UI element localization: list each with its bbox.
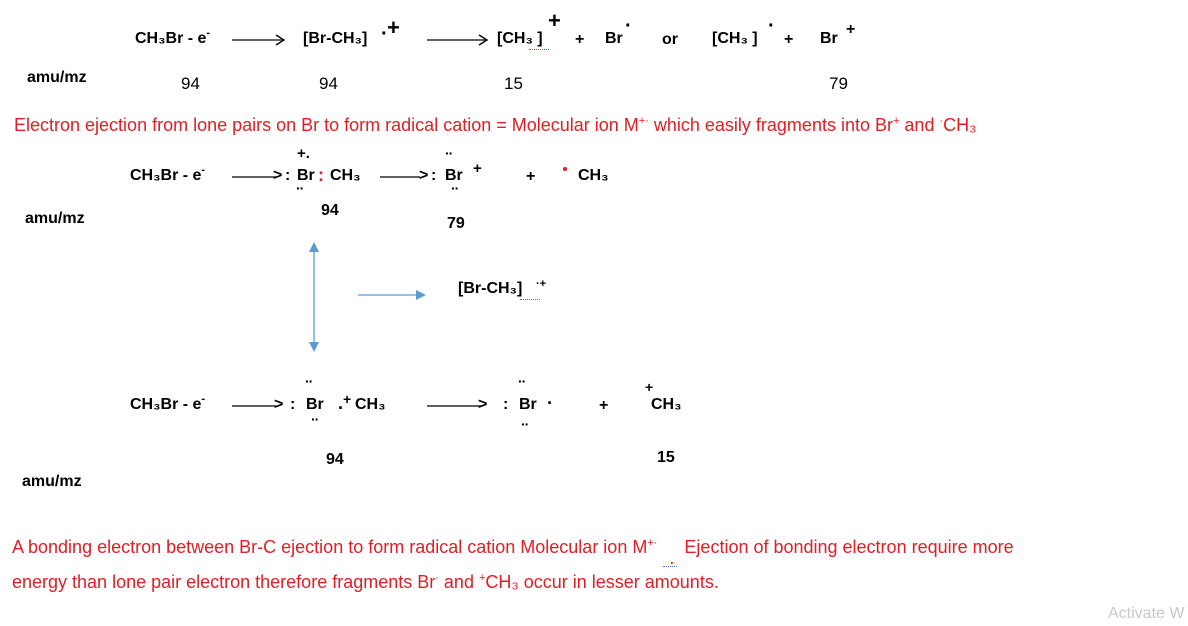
plus-sign: + xyxy=(575,31,585,48)
radical-cation-mark: +. xyxy=(297,145,310,162)
lone-pair-colon: : xyxy=(431,167,437,184)
amu-label-2: amu/mz xyxy=(25,210,85,227)
amu-label-1: amu/mz xyxy=(27,69,87,86)
arrow-head: > xyxy=(478,396,488,413)
lone-pair-colon: : xyxy=(503,396,509,413)
radical-dot-2: · xyxy=(625,15,632,37)
mass-value: 94 xyxy=(181,74,200,93)
charge-plus-2: + xyxy=(548,8,561,33)
explanation-note-2-line-2: energy than lone pair electron therefore fragments Br· and +CH₃ occur in lesser amounts. xyxy=(12,572,719,592)
lone-pair-dots: ·· xyxy=(518,373,526,389)
arrow-head: > xyxy=(274,396,284,413)
plus-sign: + xyxy=(526,168,536,185)
lone-pair-colon: : xyxy=(285,167,291,184)
radical-dot-1: · xyxy=(381,23,388,45)
resonance-arrow-right xyxy=(358,288,430,302)
lone-pair-dots: ·· xyxy=(451,180,459,196)
spell-underline xyxy=(520,296,540,300)
charge-plus-1: + xyxy=(387,15,400,40)
charge-plus: + xyxy=(473,160,482,177)
activate-windows-watermark: Activate W xyxy=(1108,605,1185,622)
lone-pair-dots: ·· xyxy=(311,411,319,427)
mass-value: 15 xyxy=(504,74,523,93)
methyl-radical: CH₃ xyxy=(578,167,609,184)
methyl-cation: CH₃ xyxy=(651,396,682,413)
radical-dot-3: · xyxy=(768,15,775,37)
arrow-head: > xyxy=(273,167,283,184)
lone-pair-dots: ·· xyxy=(305,373,313,389)
bromine-radical: Br xyxy=(519,396,537,413)
methyl-group: CH₃ xyxy=(330,167,361,184)
reactant-2: CH₃Br - e- xyxy=(130,164,206,184)
charge-plus-3: + xyxy=(846,21,856,38)
lone-pair-colon: : xyxy=(290,396,296,413)
fragment-ch3-radical: [CH₃ ] xyxy=(712,30,758,47)
resonance-double-arrow xyxy=(306,240,322,356)
or-label: or xyxy=(662,31,678,48)
mass-value: 94 xyxy=(326,451,344,468)
molecular-ion-1: [Br-CH₃] xyxy=(303,30,368,47)
fragment-ch3-cation: [CH₃ ] xyxy=(497,30,543,47)
fragment-br-radical: Br xyxy=(605,30,623,47)
spell-underline xyxy=(529,46,549,50)
mass-value: 15 xyxy=(657,449,675,466)
bromine-atom: Br xyxy=(297,167,315,184)
lone-pair-dots: ·· xyxy=(521,416,529,432)
mass-value: 79 xyxy=(447,215,465,232)
bromine-atom: Br xyxy=(306,396,324,413)
fragment-br-cation: Br xyxy=(820,30,838,47)
mass-value: 79 xyxy=(829,74,848,93)
radical-cation-mark: ·+ xyxy=(536,278,547,290)
mass-value: 94 xyxy=(321,202,339,219)
arrow-head: > xyxy=(419,167,429,184)
radical-dot: . xyxy=(338,393,344,413)
reaction-arrow-1a xyxy=(232,33,292,47)
reactant-3: CH₃Br - e- xyxy=(130,393,206,413)
charge-plus: + xyxy=(343,391,352,407)
lone-pair-dots: ·· xyxy=(445,145,453,161)
bond-pair-red: : xyxy=(318,165,324,185)
bromine-cation: Br xyxy=(445,167,463,184)
methyl-group: CH₃ xyxy=(355,396,386,413)
amu-label-3: amu/mz xyxy=(22,473,82,490)
plus-sign: + xyxy=(784,31,794,48)
mass-value: 94 xyxy=(319,74,338,93)
radical-dot-red xyxy=(563,167,567,171)
lone-pair-dots: ·· xyxy=(296,180,304,196)
reactant-1: CH₃Br - e- xyxy=(135,27,211,47)
reaction-arrow-1b xyxy=(427,33,493,47)
reaction-arrow-2b xyxy=(380,170,424,184)
plus-sign: + xyxy=(599,397,609,414)
charge-plus: + xyxy=(645,379,654,395)
resonance-hybrid: [Br-CH₃] xyxy=(458,280,523,297)
explanation-note-2-line-1: A bonding electron between Br-C ejection to form radical cation Molecular ion M+· . Ejection of bonding electron require more xyxy=(12,537,1014,568)
explanation-note-1: Electron ejection from lone pairs on Br to form radical cation = Molecular ion M+· which easily fragments into Br+ and ·CH₃ xyxy=(14,115,977,135)
radical-dot: · xyxy=(547,393,553,413)
